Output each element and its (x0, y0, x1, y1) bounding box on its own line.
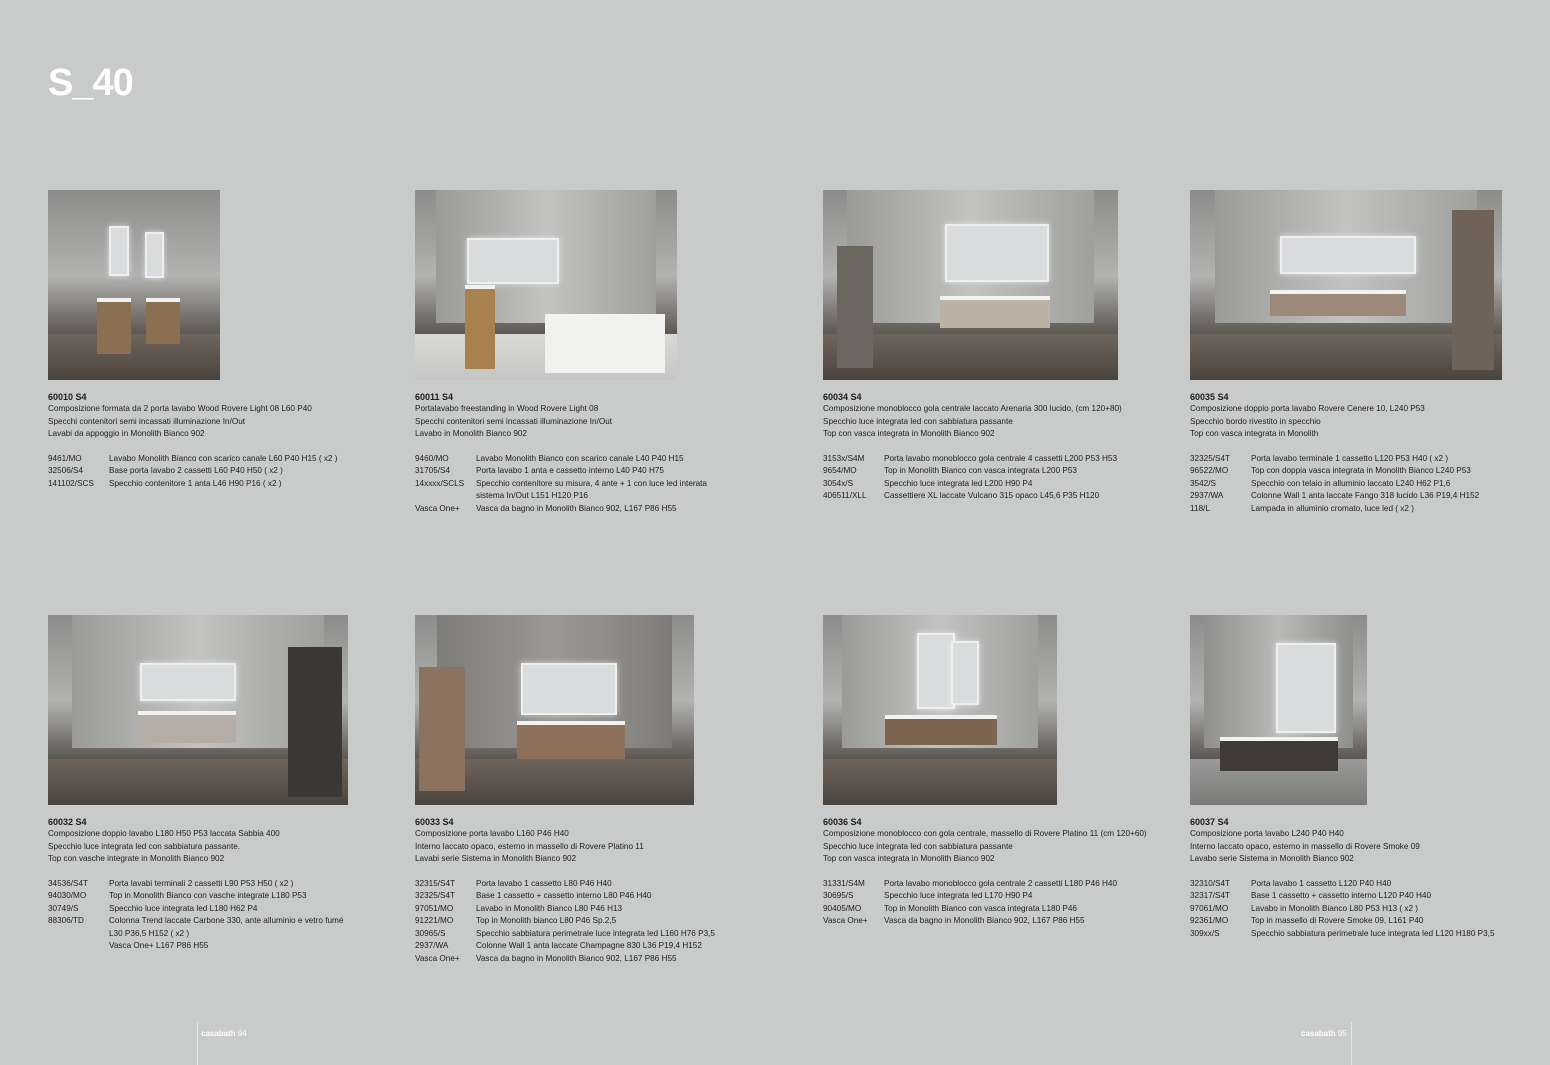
component-list (48, 453, 378, 491)
component-item: 9460/MO Lavabo Monolith Bianco con scarico canale L40 P40 H15 (415, 453, 684, 463)
product-description: Portalavabo freestanding in Wood Rovere Light 08 Specchi contenitori semi incassati illuminazione In/Out Lavabo in Monolith Bianco 902 (415, 404, 613, 438)
component-item: Vasca One+ Vasca da bagno in Monolith Bianco 902, L167 P86 H55 (415, 953, 677, 963)
component-list (415, 453, 755, 516)
component-list (415, 878, 755, 966)
component-item: 31331/S4M Porta lavabo monoblocco gola centrale 2 cassetti L180 P46 H40 (823, 878, 1118, 888)
folio-page-number: 95 (1337, 1029, 1347, 1038)
component-item: 309xx/S Specchio sabbiatura perimetrale luce integrata led L120 H180 P3,5 (1190, 928, 1495, 938)
product-code: 60035 S4 (1190, 392, 1229, 402)
product-photo (823, 615, 1057, 805)
page-divider (1351, 1022, 1352, 1065)
component-item: 31705/S4 Porta lavabo 1 anta e cassetto interno L40 P40 H75 (415, 466, 664, 475)
component-item: 34536/S4T Porta lavabi terminali 2 cassetti L90 P53 H50 ( x2 ) (48, 878, 294, 888)
product-photo (1190, 615, 1367, 805)
product-card-60033 (415, 615, 755, 965)
component-item: 14xxxx/SCLS Specchio contenitore su misura, 4 ante + 1 con luce led interata sistema In/Out L151 H120 P16 (415, 478, 707, 500)
product-code: 60010 S4 (48, 392, 87, 402)
component-item: 32325/S4T Porta lavabo terminale 1 cassetto L120 P53 H40 ( x2 ) (1190, 453, 1449, 463)
product-card-60037 (1190, 615, 1520, 940)
component-item: 9461/MO Lavabo Monolith Bianco con scarico canale L60 P40 H15 ( x2 ) (48, 453, 338, 463)
folio-brand: casabath (201, 1029, 236, 1038)
component-list (1190, 878, 1520, 941)
product-description: Composizione monoblocco gola centrale laccato Arenaria 300 lucido, (cm 120+80) Specchio luce integrata led con sabbiatura passante Top con vasca integrata in Monolith Bianco 902 (823, 404, 1122, 438)
component-item: 92361/MO Top in massello di Rovere Smoke 09, L161 P40 (1190, 916, 1424, 925)
product-photo (1190, 190, 1502, 380)
component-item: 32325/S4T Base 1 cassetto + cassetto interno L80 P46 H40 (415, 891, 652, 900)
component-item: 9654/MO Top in Monolith Bianco con vasca integrata L200 P53 (823, 466, 1077, 475)
product-photo (415, 615, 694, 805)
folio-page-number: 94 (237, 1029, 247, 1038)
product-card-60036 (823, 615, 1163, 928)
product-description: Composizione porta lavabo L160 P46 H40 Interno laccato opaco, esterno in massello di Rovere Platino 11 Lavabi serie Sistema in Monolith Bianco 902 (415, 829, 644, 863)
product-code: 60034 S4 (823, 392, 862, 402)
product-description: Composizione doppio lavabo L180 H50 P53 laccata Sabbia 400 Specchio luce integrata led con sabbiatura passante. Top con vasche integrate in Monolith Bianco 902 (48, 829, 280, 863)
component-item: 406511/XLL Cassettiere XL laccate Vulcano 315 opaco L45,6 P35 H120 (823, 491, 1100, 500)
component-item: 30695/S Specchio luce integrata led L170 H90 P4 (823, 891, 1033, 900)
product-code: 60011 S4 (415, 392, 454, 402)
product-description: Composizione formata da 2 porta lavabo Wood Rovere Light 08 L60 P40 Specchi contenitori semi incassati illuminazione In/Out Lavabi da appoggio in Monolith Bianco 902 (48, 404, 312, 438)
product-card-60011 (415, 190, 755, 515)
component-list (823, 453, 1163, 503)
product-photo (415, 190, 677, 380)
component-item: 3054x/S Specchio luce integrata led L200 H90 P4 (823, 478, 1033, 488)
component-item: 141102/SCS Specchio contenitore 1 anta L46 H90 P16 ( x2 ) (48, 478, 282, 488)
component-item: 32317/S4T Base 1 cassetto + cassetto interno L120 P40 H40 (1190, 891, 1432, 900)
product-card-60035 (1190, 190, 1520, 515)
component-item: 91221/MO Top in Monolith bianco L80 P46 Sp.2,5 (415, 916, 617, 925)
product-photo (48, 190, 220, 380)
component-item: 118/L Lampada in alluminio cromato, luce led ( x2 ) (1190, 503, 1414, 513)
product-photo (823, 190, 1118, 380)
component-item: 97061/MO Lavabo in Monolith Bianco L80 P53 H13 ( x2 ) (1190, 903, 1419, 913)
product-card-60010 (48, 190, 378, 490)
product-code: 60036 S4 (823, 817, 862, 827)
component-item: 32506/S4 Base porta lavabo 2 cassetti L60 P40 H50 ( x2 ) (48, 466, 283, 475)
page-folio-right (1301, 1029, 1347, 1038)
product-code: 60033 S4 (415, 817, 454, 827)
component-item: 97051/MO Lavabo in Monolith Bianco L80 P46 H13 (415, 903, 623, 913)
component-item: Vasca One+ Vasca da bagno in Monolith Bianco 902, L167 P86 H55 (415, 503, 677, 513)
product-code: 60037 S4 (1190, 817, 1229, 827)
component-item: 2937/WA Colonne Wall 1 anta laccate Champagne 830 L36 P19,4 H152 (415, 941, 702, 950)
component-item: 94030/MO Top in Monolith Bianco con vasche integrate L180 P53 (48, 891, 307, 900)
component-item: 32315/S4T Porta lavabo 1 cassetto L80 P46 H40 (415, 878, 612, 888)
component-item: 30749/S Specchio luce integrata led L180 H62 P4 (48, 903, 258, 913)
component-item: 88306/TD Colonna Trend laccate Carbone 330, ante alluminio e vetro fumé L30 P36,5 H152 ( x2 ) Vasca One+ L167 P86 H55 (48, 916, 344, 950)
product-description: Composizione doppio porta lavabo Rovere Cenere 10, L240 P53 Specchio bordo rivestito in specchio Top con vasca integrata in Monolith (1190, 404, 1425, 438)
component-list (823, 878, 1163, 928)
folio-brand: casabath (1301, 1029, 1336, 1038)
component-item: Vasca One+ Vasca da bagno in Monolith Bianco 902, L167 P86 H55 (823, 916, 1085, 925)
component-list (1190, 453, 1520, 516)
component-item: 32310/S4T Porta lavabo 1 cassetto L120 P40 H40 (1190, 878, 1392, 888)
component-item: 30965/S Specchio sabbiatura perimetrale luce integrata led L160 H76 P3,5 (415, 928, 715, 938)
component-list (48, 878, 388, 953)
product-code: 60032 S4 (48, 817, 87, 827)
product-photo (48, 615, 348, 805)
product-description: Composizione porta lavabo L240 P40 H40 Interno laccato opaco, esterno in massello di Rovere Smoke 09 Lavabo serie Sistema in Monolith Bianco 902 (1190, 829, 1420, 863)
component-item: 90405/MO Top in Monolith Bianco con vasca integrata L180 P46 (823, 903, 1077, 913)
page-title: S_40 (48, 62, 133, 104)
component-item: 96522/MO Top con doppia vasca integrata in Monolith Bianco L240 P53 (1190, 466, 1471, 475)
product-card-60032 (48, 615, 388, 953)
page-divider (197, 1022, 198, 1065)
component-item: 3542/S Specchio con telaio in alluminio laccato L240 H62 P1,6 (1190, 478, 1451, 488)
page-folio-left (201, 1029, 247, 1038)
component-item: 2937/WA Colonne Wall 1 anta laccate Fango 318 lucido L36 P19,4 H152 (1190, 491, 1480, 500)
product-card-60034 (823, 190, 1163, 503)
component-item: 3153x/S4M Porta lavabo monoblocco gola centrale 4 cassetti L200 P53 H53 (823, 453, 1118, 463)
product-description: Composizione monoblocco con gola centrale, massello di Rovere Platino 11 (cm 120+60) Specchio luce integrata led con sabbiatura passante Top con vasca integrata in Monolith Bianco 902 (823, 829, 1147, 863)
